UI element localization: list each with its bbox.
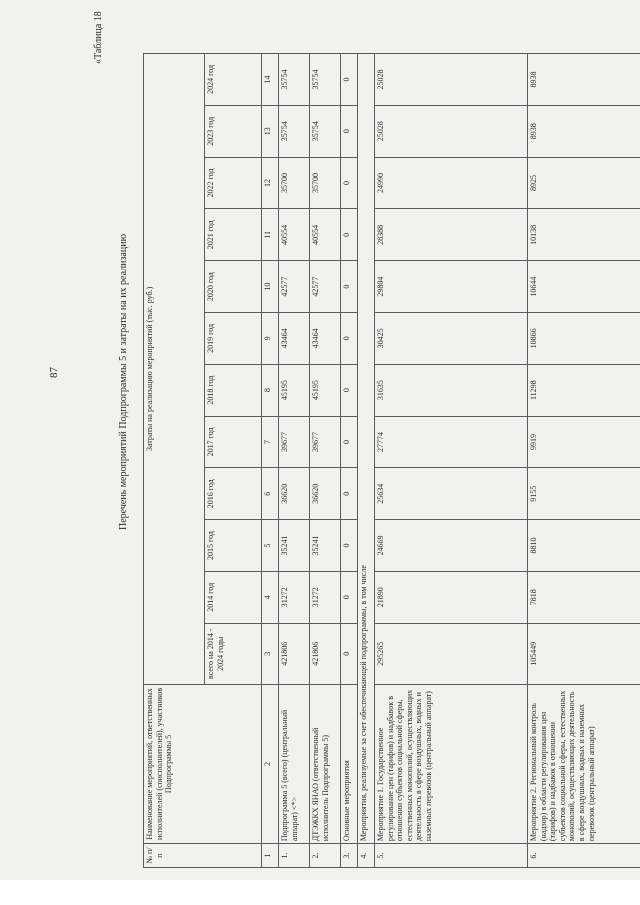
cell-value: 27774 bbox=[375, 416, 528, 468]
cell-value: 28388 bbox=[375, 209, 528, 261]
col-number: 4 bbox=[262, 571, 279, 623]
cell-value: 36620 bbox=[279, 468, 310, 520]
cell-value: 105449 bbox=[528, 623, 640, 684]
header-name: Наименование мероприятий, ответственных исполнителей (соисполнителей), участников Подпрограммы 5 bbox=[144, 684, 262, 843]
header-year: 2014 год bbox=[205, 571, 262, 623]
row-name: Мероприятие 2. Региональный контроль (надзор) в области регулирования цен (тарифов) и надбавок в отношении субъектов социальной сферы, естественных монополий, осуществляющих деятельность в сфере воздушных, водных и наземных перевозок (центральный аппарат) bbox=[528, 684, 640, 843]
col-number: 10 bbox=[262, 261, 279, 313]
cell-value: 35700 bbox=[279, 157, 310, 209]
header-year: 2022 год bbox=[205, 157, 262, 209]
cell-value: 31635 bbox=[375, 364, 528, 416]
cell-value: 35754 bbox=[279, 105, 310, 157]
header-year: 2021 год bbox=[205, 209, 262, 261]
cell-value: 9919 bbox=[528, 416, 640, 468]
col-number: 14 bbox=[262, 54, 279, 106]
cell-value: 0 bbox=[341, 364, 358, 416]
cell-value: 31272 bbox=[279, 571, 310, 623]
cell-value: 0 bbox=[341, 520, 358, 572]
cell-value: 24669 bbox=[375, 520, 528, 572]
cell-value: 421806 bbox=[310, 623, 341, 684]
cell-value: 39677 bbox=[279, 416, 310, 468]
costs-table bbox=[143, 53, 640, 868]
rotated-table-sheet bbox=[143, 53, 596, 868]
header-costs-group: Затраты на реализацию мероприятий (тыс. руб.) bbox=[144, 54, 205, 685]
row-name: Подпрограмма 5 (всего) (центральный аппарат) <*> bbox=[279, 684, 310, 843]
cell-value: 25028 bbox=[375, 54, 528, 106]
header-total: всего на 2014 - 2024 годы bbox=[205, 623, 262, 684]
col-number: 8 bbox=[262, 364, 279, 416]
header-year: 2017 год bbox=[205, 416, 262, 468]
header-year: 2015 год bbox=[205, 520, 262, 572]
cell-value: 8938 bbox=[528, 54, 640, 106]
cell-value: 36620 bbox=[310, 468, 341, 520]
header-year: 2020 год bbox=[205, 261, 262, 313]
col-number: 7 bbox=[262, 416, 279, 468]
table-row bbox=[341, 54, 358, 868]
cell-value: 29804 bbox=[375, 261, 528, 313]
cell-value: 39677 bbox=[310, 416, 341, 468]
cell-value: 0 bbox=[341, 468, 358, 520]
header-year: 2024 год bbox=[205, 54, 262, 106]
col-number: 5 bbox=[262, 520, 279, 572]
cell-value: 35700 bbox=[310, 157, 341, 209]
cell-value: 45195 bbox=[279, 364, 310, 416]
cell-value: 40554 bbox=[310, 209, 341, 261]
cell-value: 0 bbox=[341, 261, 358, 313]
cell-value: 295265 bbox=[375, 623, 528, 684]
table-number: «Таблица 18 bbox=[93, 11, 104, 64]
cell-value: 35754 bbox=[310, 54, 341, 106]
cell-value: 0 bbox=[341, 623, 358, 684]
row-number: 6. bbox=[528, 844, 640, 868]
cell-value: 0 bbox=[341, 571, 358, 623]
row-number: 3. bbox=[341, 844, 358, 868]
column-numbers-row bbox=[262, 54, 279, 868]
row-name: ДТЭЖКХ ЯНАО (ответственный исполнитель Подпрограммы 5) bbox=[310, 684, 341, 843]
col-number: 12 bbox=[262, 157, 279, 209]
table-row bbox=[358, 54, 375, 868]
cell-value: 25634 bbox=[375, 468, 528, 520]
col-number: 9 bbox=[262, 313, 279, 365]
cell-value: 42577 bbox=[279, 261, 310, 313]
col-number: 11 bbox=[262, 209, 279, 261]
cell-value: 0 bbox=[341, 416, 358, 468]
header-year: 2018 год bbox=[205, 364, 262, 416]
cell-value: 8938 bbox=[528, 105, 640, 157]
table-row bbox=[279, 54, 310, 868]
cell-value: 11298 bbox=[528, 364, 640, 416]
cell-value: 0 bbox=[341, 54, 358, 106]
cell-value: 35754 bbox=[310, 105, 341, 157]
cell-value: 30425 bbox=[375, 313, 528, 365]
row-number: 1. bbox=[279, 844, 310, 868]
cell-value: 35241 bbox=[279, 520, 310, 572]
cell-value: 0 bbox=[341, 209, 358, 261]
cell-value: 8810 bbox=[528, 520, 640, 572]
cell-value: 35754 bbox=[279, 54, 310, 106]
header-no: № п/п bbox=[144, 844, 262, 868]
cell-value: 35241 bbox=[310, 520, 341, 572]
row-number: 4. bbox=[358, 844, 375, 868]
cell-value: 10866 bbox=[528, 313, 640, 365]
cell-value: 42577 bbox=[310, 261, 341, 313]
cell-value: 43464 bbox=[279, 313, 310, 365]
header-year: 2019 год bbox=[205, 313, 262, 365]
table-row bbox=[528, 54, 640, 868]
col-number: 6 bbox=[262, 468, 279, 520]
cell-value: 8925 bbox=[528, 157, 640, 209]
header-row bbox=[144, 54, 205, 868]
cell-value: 24990 bbox=[375, 157, 528, 209]
col-number: 2 bbox=[262, 684, 279, 843]
cell-value: 10644 bbox=[528, 261, 640, 313]
page-bottom-margin bbox=[0, 880, 640, 905]
cell-value: 421806 bbox=[279, 623, 310, 684]
row-number: 5. bbox=[375, 844, 528, 868]
cell-value: 40554 bbox=[279, 209, 310, 261]
col-number: 13 bbox=[262, 105, 279, 157]
col-number: 3 bbox=[262, 623, 279, 684]
row-name-spanning: Мероприятия, реализуемые за счет обеспечивающей подпрограммы, в том числе bbox=[358, 54, 375, 844]
cell-value: 7818 bbox=[528, 571, 640, 623]
col-number: 1 bbox=[262, 844, 279, 868]
header-year: 2016 год bbox=[205, 468, 262, 520]
row-name: Основные мероприятия bbox=[341, 684, 358, 843]
cell-value: 10138 bbox=[528, 209, 640, 261]
cell-value: 0 bbox=[341, 157, 358, 209]
row-number: 2. bbox=[310, 844, 341, 868]
cell-value: 21890 bbox=[375, 571, 528, 623]
header-year: 2023 год bbox=[205, 105, 262, 157]
row-name: Мероприятие 1. Государственное регулирование цен (тарифов) и надбавок в отношении субъектов социальной сферы, естественных монополий, осуществляющих деятельность в сфере воздушных, водных и наземных перевозок (центральный аппарат) bbox=[375, 684, 528, 843]
cell-value: 25028 bbox=[375, 105, 528, 157]
cell-value: 31272 bbox=[310, 571, 341, 623]
table-row bbox=[375, 54, 528, 868]
cell-value: 43464 bbox=[310, 313, 341, 365]
cell-value: 9155 bbox=[528, 468, 640, 520]
cell-value: 45195 bbox=[310, 364, 341, 416]
cell-value: 0 bbox=[341, 313, 358, 365]
page-number: 87 bbox=[48, 367, 60, 378]
cell-value: 0 bbox=[341, 105, 358, 157]
table-row bbox=[310, 54, 341, 868]
table-title: Перечень мероприятий Подпрограммы 5 и затраты на их реализацию bbox=[118, 233, 129, 530]
